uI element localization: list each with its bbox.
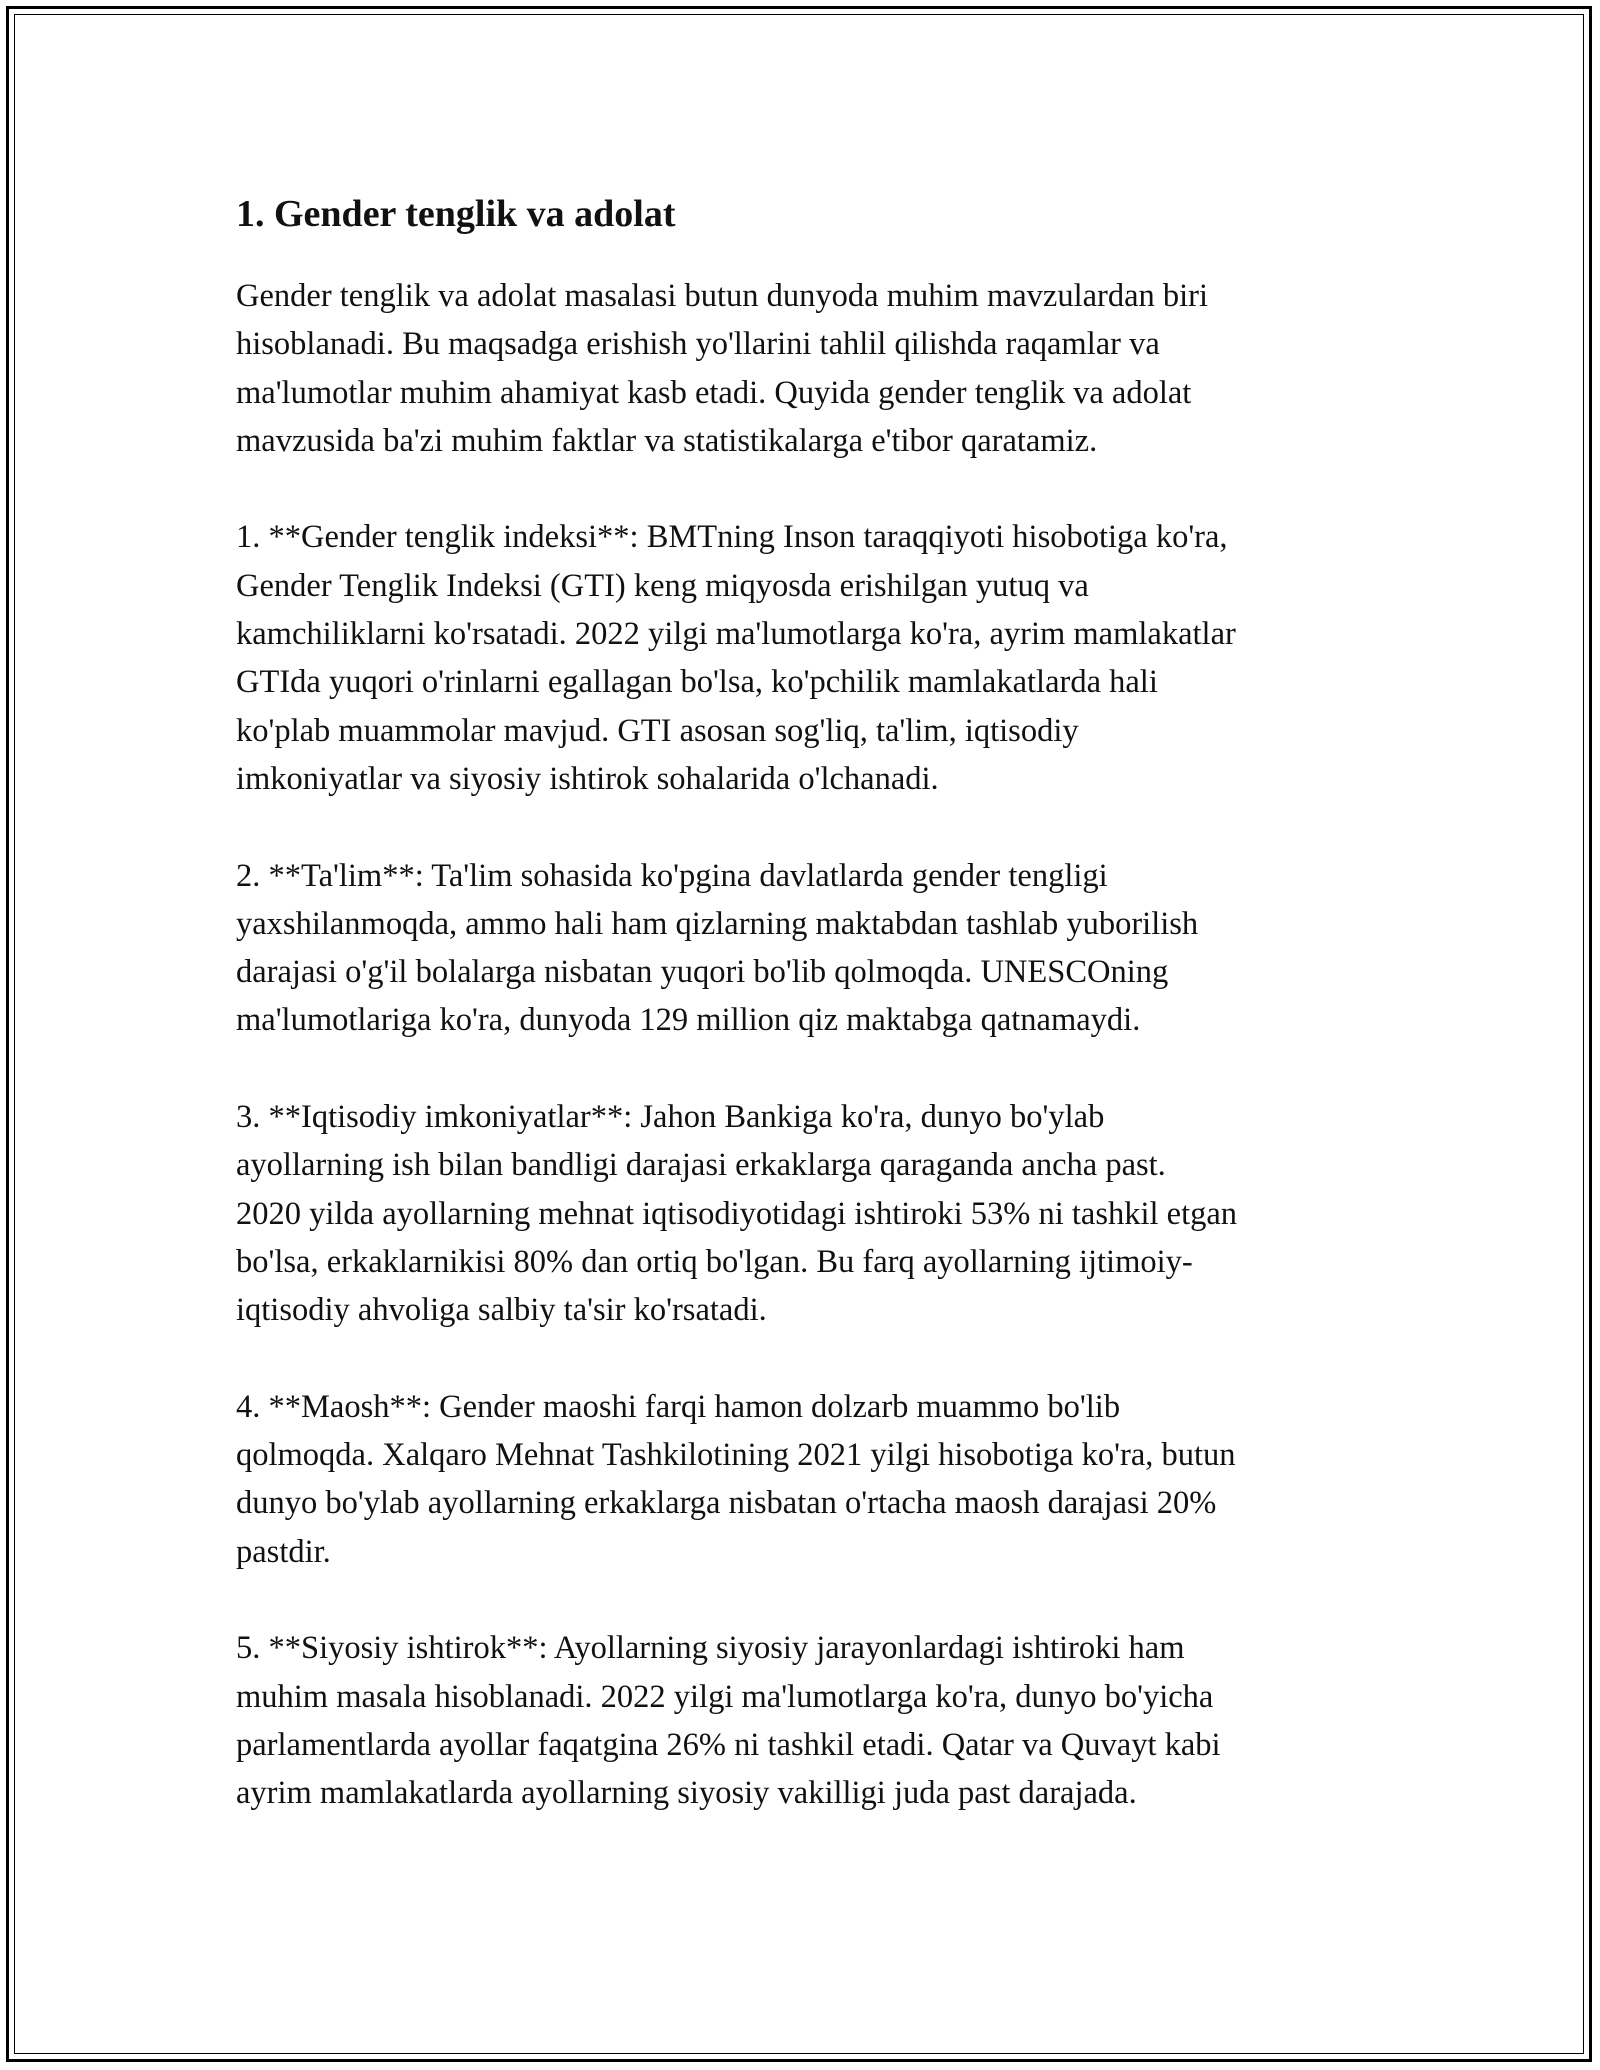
text-line: qolmoqda. Xalqaro Mehnat Tashkilotining 2021 yilgi hisobotiga ko'ra, butun: [236, 1437, 1236, 1474]
text-line: bo'lsa, erkaklarnikisi 80% dan ortiq bo'lgan. Bu farq ayollarning ijtimoiy-: [236, 1243, 1193, 1280]
text-line: 2020 yilda ayollarning mehnat iqtisodiyotidagi ishtiroki 53% ni tashkil etgan: [236, 1195, 1238, 1232]
text-line: dunyo bo'ylab ayollarning erkaklarga nisbatan o'rtacha maosh darajasi 20%: [236, 1485, 1217, 1522]
text-line: 5. **Siyosiy ishtirok**: Ayollarning siyosiy jarayonlardagi ishtiroki ham: [236, 1630, 1185, 1667]
text-line: yaxshilanmoqda, ammo hali ham qizlarning maktabdan tashlab yuborilish: [236, 905, 1199, 942]
text-line: pastdir.: [236, 1533, 331, 1570]
text-line: ayrim mamlakatlarda ayollarning siyosiy vakilligi juda past darajada.: [236, 1775, 1137, 1812]
text-line: darajasi o'g'il bolalarga nisbatan yuqori bo'lib qolmoqda. UNESCOning: [236, 954, 1169, 991]
text-line: mavzusida ba'zi muhim faktlar va statistikalarga e'tibor qaratamiz.: [236, 422, 1098, 459]
point-salary: [236, 1383, 1396, 1576]
point-political-participation: [236, 1624, 1396, 1817]
text-line: Gender Tenglik Indeksi (GTI) keng miqyosda erishilgan yutuq va: [236, 567, 1089, 604]
point-economic-opportunities: [236, 1093, 1396, 1334]
text-line: 3. **Iqtisodiy imkoniyatlar**: Jahon Bankiga ko'ra, dunyo bo'ylab: [236, 1099, 1105, 1136]
text-line: 1. **Gender tenglik indeksi**: BMTning Inson taraqqiyoti hisobotiga ko'ra,: [236, 519, 1228, 556]
text-line: Gender tenglik va adolat masalasi butun dunyoda muhim mavzulardan biri: [236, 278, 1209, 314]
text-line: ayollarning ish bilan bandligi darajasi erkaklarga qaraganda ancha past.: [236, 1147, 1166, 1184]
point-education: [236, 852, 1396, 1045]
text-line: 4. **Maosh**: Gender maoshi farqi hamon dolzarb muammo bo'lib: [236, 1388, 1121, 1425]
text-line: hisoblanadi. Bu maqsadga erishish yo'llarini tahlil qilishda raqamlar va: [236, 326, 1160, 363]
text-line: kamchiliklarni ko'rsatadi. 2022 yilgi ma'lumotlarga ko'ra, ayrim mamlakatlar: [236, 616, 1236, 653]
text-line: imkoniyatlar va siyosiy ishtirok sohalarida o'lchanadi.: [236, 760, 939, 797]
text-line: muhim masala hisoblanadi. 2022 yilgi ma'lumotlarga ko'ra, dunyo bo'yicha: [236, 1678, 1214, 1715]
text-line: 2. **Ta'lim**: Ta'lim sohasida ko'pgina davlatlarda gender tengligi: [236, 857, 1108, 894]
intro-paragraph: [236, 272, 1396, 465]
document-content: [236, 186, 1396, 1866]
document-title: 1. Gender tenglik va adolat: [236, 193, 676, 235]
text-line: ko'plab muammolar mavjud. GTI asosan sog'liq, ta'lim, iqtisodiy: [236, 712, 1079, 749]
text-line: GTIda yuqori o'rinlarni egallagan bo'lsa, ko'pchilik mamlakatlarda hali: [236, 664, 1158, 701]
text-line: parlamentlarda ayollar faqatgina 26% ni tashkil etadi. Qatar va Quvayt kabi: [236, 1726, 1221, 1763]
point-gender-index: [236, 513, 1396, 803]
text-line: ma'lumotlar muhim ahamiyat kasb etadi. Quyida gender tenglik va adolat: [236, 374, 1192, 411]
text-line: iqtisodiy ahvoliga salbiy ta'sir ko'rsatadi.: [236, 1292, 767, 1329]
text-line: ma'lumotlariga ko'ra, dunyoda 129 million qiz maktabga qatnamaydi.: [236, 1002, 1141, 1039]
